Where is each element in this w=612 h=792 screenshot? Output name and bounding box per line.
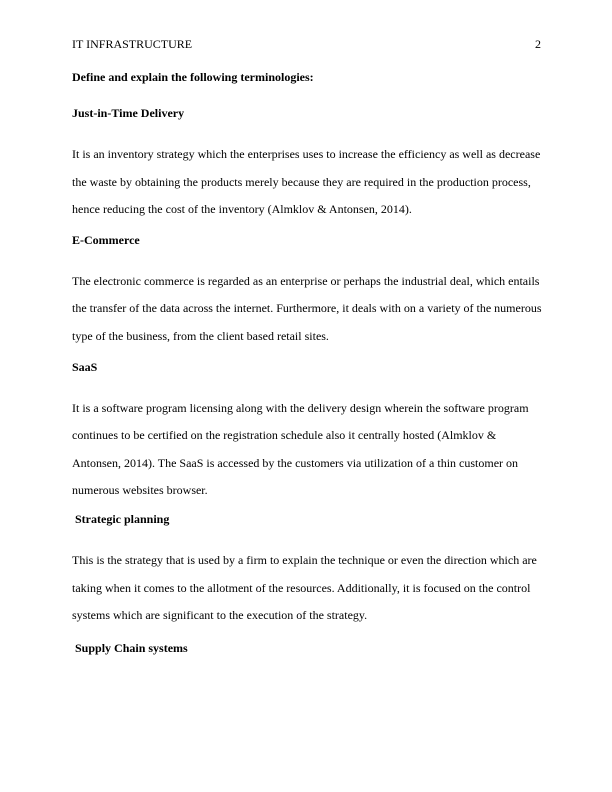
heading-supply-chain-systems: Supply Chain systems	[75, 640, 188, 655]
heading-strategic-planning: Strategic planning	[75, 511, 170, 526]
paragraph-saas: It is a software program licensing along with the delivery design wherein the software program continues to be certified on the registration schedule also it centrally hosted (Almklov & Antonsen, 2014). The SaaS is accessed by the customers via utilization of a thin customer on numerous websites browser.	[72, 400, 529, 498]
section-title: Define and explain the following terminologies:	[72, 70, 314, 84]
paragraph-e-commerce: The electronic commerce is regarded as an enterprise or perhaps the industrial deal, which entails the transfer of the data across the internet. Furthermore, it deals with on a variety of the numerous type of the business, from the client based retail sites.	[72, 273, 542, 343]
document-body	[72, 69, 544, 676]
page-number: 2	[535, 37, 541, 51]
heading-e-commerce: E-Commerce	[72, 232, 140, 247]
heading-saas: SaaS	[72, 359, 98, 374]
paragraph-strategic-planning: This is the strategy that is used by a firm to explain the technique or even the direction which are taking when it comes to the allotment of the resources. Additionally, it is focused on the control systems which are significant to the execution of the strategy.	[72, 552, 537, 623]
paragraph-just-in-time-delivery: It is an inventory strategy which the enterprises uses to increase the efficiency as well as decrease the waste by obtaining the products merely because they are required in the production process, hence reducing the cost of the inventory (Almklov & Antonsen, 2014).	[72, 147, 541, 217]
running-head: IT INFRASTRUCTURE	[72, 37, 193, 51]
heading-just-in-time-delivery: Just-in-Time Delivery	[72, 106, 185, 120]
